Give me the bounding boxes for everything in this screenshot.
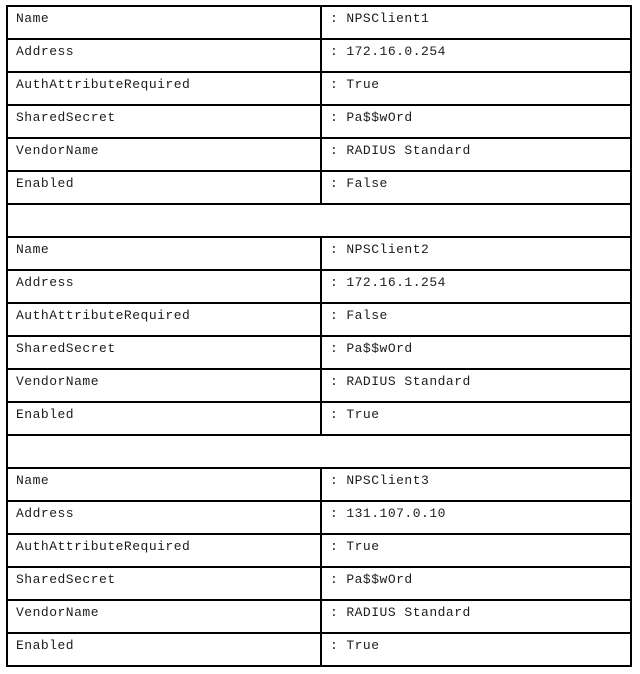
property-value-cell bbox=[321, 336, 631, 369]
property-value-cell bbox=[321, 402, 631, 435]
property-value: RADIUS Standard bbox=[346, 143, 471, 158]
property-label: Name bbox=[7, 468, 321, 501]
property-value-cell bbox=[321, 534, 631, 567]
table-row bbox=[7, 270, 631, 303]
colon-separator: : bbox=[330, 638, 339, 653]
property-value: Pa$$wOrd bbox=[346, 110, 413, 125]
property-value: False bbox=[346, 308, 388, 323]
table-row bbox=[7, 105, 631, 138]
property-value-cell bbox=[321, 369, 631, 402]
property-value: NPSClient3 bbox=[346, 473, 430, 488]
property-label: SharedSecret bbox=[7, 567, 321, 600]
table-row bbox=[7, 600, 631, 633]
property-label: Enabled bbox=[7, 633, 321, 666]
property-label: SharedSecret bbox=[7, 105, 321, 138]
block-separator-row bbox=[7, 435, 631, 468]
client-block-1 bbox=[7, 6, 631, 237]
property-label: Address bbox=[7, 501, 321, 534]
colon-separator: : bbox=[330, 539, 339, 554]
property-label: AuthAttributeRequired bbox=[7, 534, 321, 567]
property-value: RADIUS Standard bbox=[346, 605, 471, 620]
block-separator-cell bbox=[7, 204, 631, 237]
property-value: 131.107.0.10 bbox=[346, 506, 446, 521]
property-label: Address bbox=[7, 270, 321, 303]
property-value: True bbox=[346, 77, 380, 92]
table-row bbox=[7, 633, 631, 666]
property-label: Enabled bbox=[7, 171, 321, 204]
property-value: 172.16.0.254 bbox=[346, 44, 446, 59]
colon-separator: : bbox=[330, 110, 339, 125]
property-value-cell bbox=[321, 39, 631, 72]
table-row bbox=[7, 369, 631, 402]
table-row bbox=[7, 534, 631, 567]
colon-separator: : bbox=[330, 374, 339, 389]
property-value-cell bbox=[321, 138, 631, 171]
table-row bbox=[7, 171, 631, 204]
colon-separator: : bbox=[330, 473, 339, 488]
property-value-cell bbox=[321, 171, 631, 204]
property-label: Name bbox=[7, 6, 321, 39]
colon-separator: : bbox=[330, 176, 339, 191]
property-value: Pa$$wOrd bbox=[346, 341, 413, 356]
colon-separator: : bbox=[330, 242, 339, 257]
colon-separator: : bbox=[330, 11, 339, 26]
property-value: True bbox=[346, 539, 380, 554]
property-value-cell bbox=[321, 303, 631, 336]
block-separator-cell bbox=[7, 435, 631, 468]
table-row bbox=[7, 501, 631, 534]
table-row bbox=[7, 237, 631, 270]
property-label: AuthAttributeRequired bbox=[7, 303, 321, 336]
table-row bbox=[7, 72, 631, 105]
property-value-cell bbox=[321, 501, 631, 534]
property-label: Name bbox=[7, 237, 321, 270]
colon-separator: : bbox=[330, 143, 339, 158]
property-value-cell bbox=[321, 237, 631, 270]
property-label: VendorName bbox=[7, 600, 321, 633]
property-value: 172.16.1.254 bbox=[346, 275, 446, 290]
table-row bbox=[7, 468, 631, 501]
property-value: True bbox=[346, 407, 380, 422]
property-value-cell bbox=[321, 468, 631, 501]
client-block-3 bbox=[7, 468, 631, 666]
property-label: VendorName bbox=[7, 369, 321, 402]
colon-separator: : bbox=[330, 77, 339, 92]
colon-separator: : bbox=[330, 341, 339, 356]
colon-separator: : bbox=[330, 407, 339, 422]
colon-separator: : bbox=[330, 506, 339, 521]
property-label: SharedSecret bbox=[7, 336, 321, 369]
property-value: RADIUS Standard bbox=[346, 374, 471, 389]
property-value-cell bbox=[321, 6, 631, 39]
property-value: Pa$$wOrd bbox=[346, 572, 413, 587]
property-label: AuthAttributeRequired bbox=[7, 72, 321, 105]
table-row bbox=[7, 6, 631, 39]
colon-separator: : bbox=[330, 308, 339, 323]
property-value-cell bbox=[321, 105, 631, 138]
property-value-cell bbox=[321, 72, 631, 105]
colon-separator: : bbox=[330, 605, 339, 620]
property-value: False bbox=[346, 176, 388, 191]
table-row bbox=[7, 402, 631, 435]
block-separator-row bbox=[7, 204, 631, 237]
property-value: True bbox=[346, 638, 380, 653]
colon-separator: : bbox=[330, 275, 339, 290]
table-row bbox=[7, 336, 631, 369]
client-block-2 bbox=[7, 237, 631, 468]
table-row bbox=[7, 567, 631, 600]
table-row bbox=[7, 39, 631, 72]
table-row bbox=[7, 138, 631, 171]
property-value: NPSClient1 bbox=[346, 11, 430, 26]
nps-clients-table bbox=[6, 5, 632, 667]
property-label: Enabled bbox=[7, 402, 321, 435]
property-value-cell bbox=[321, 633, 631, 666]
colon-separator: : bbox=[330, 572, 339, 587]
property-value-cell bbox=[321, 600, 631, 633]
property-value-cell bbox=[321, 567, 631, 600]
nps-clients-table-container bbox=[6, 5, 630, 667]
colon-separator: : bbox=[330, 44, 339, 59]
property-label: VendorName bbox=[7, 138, 321, 171]
property-value: NPSClient2 bbox=[346, 242, 430, 257]
table-row bbox=[7, 303, 631, 336]
property-value-cell bbox=[321, 270, 631, 303]
property-label: Address bbox=[7, 39, 321, 72]
